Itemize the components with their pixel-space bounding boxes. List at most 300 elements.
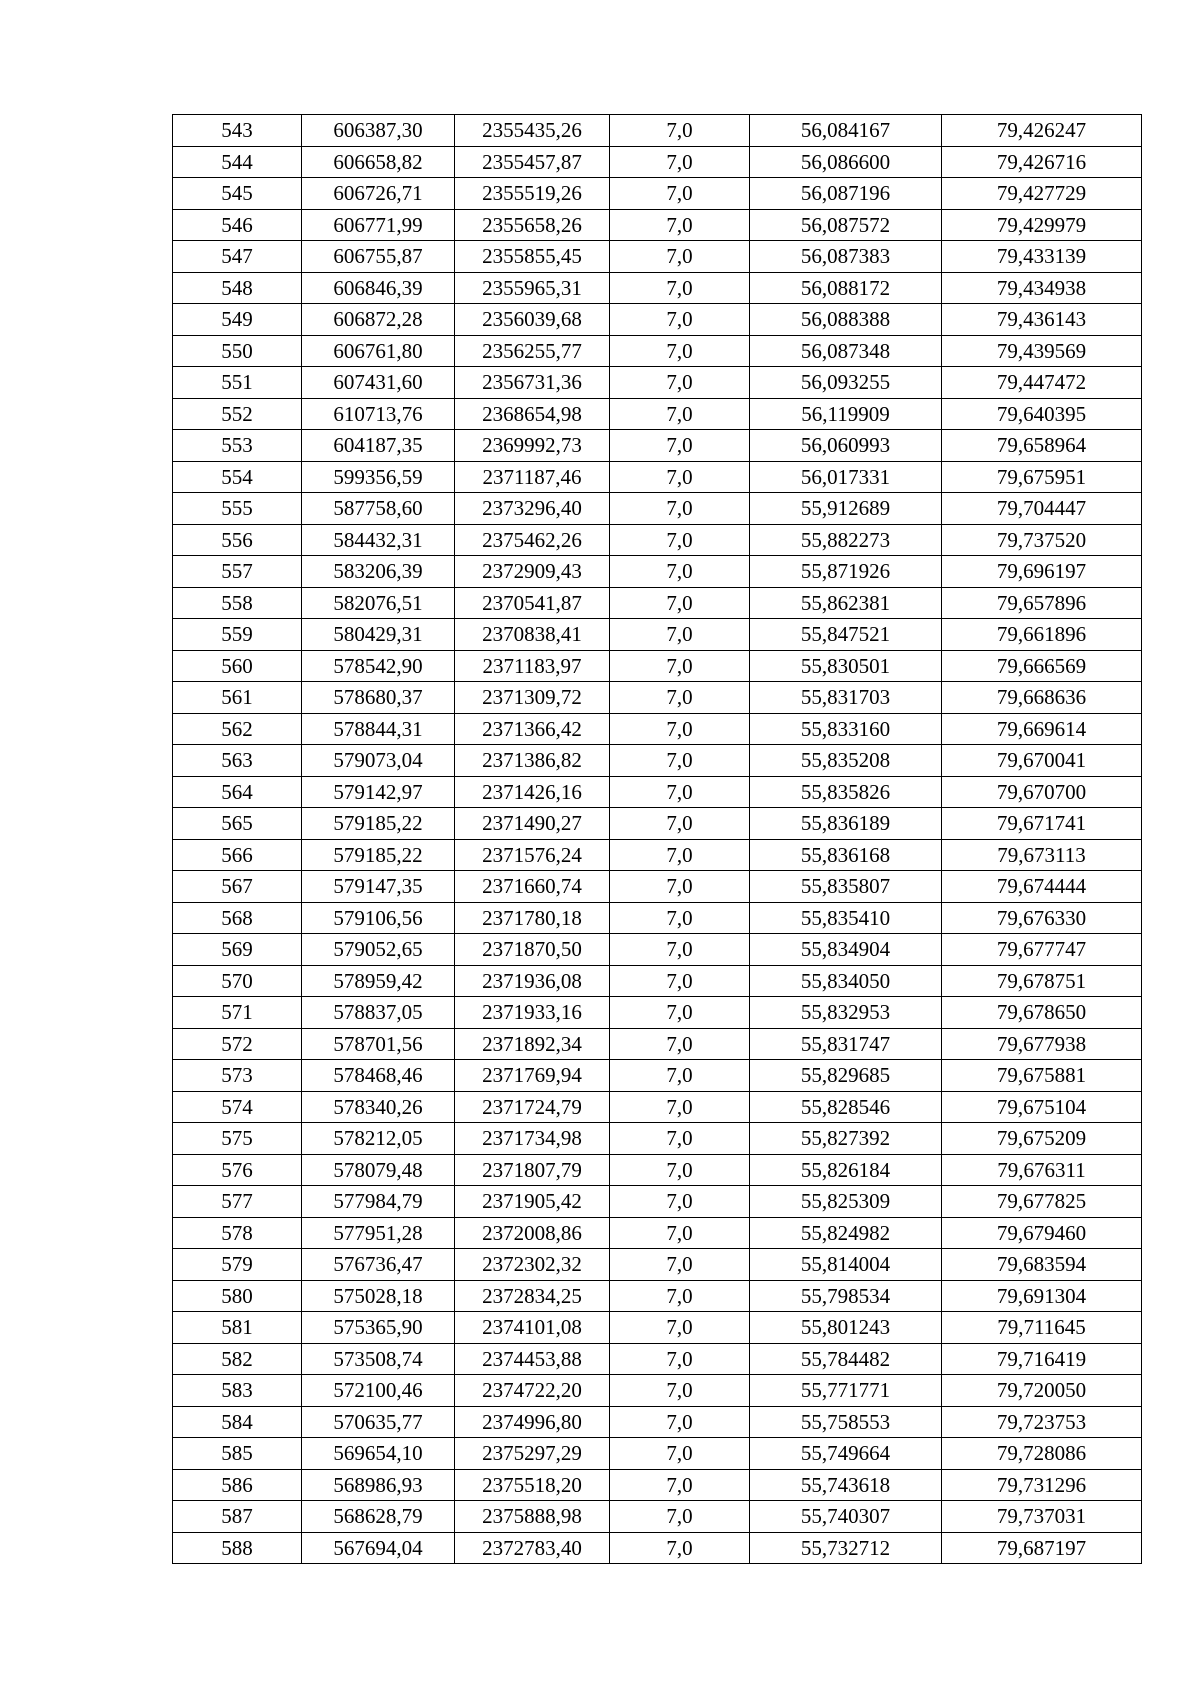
longitude-cell: 79,434938	[942, 272, 1142, 304]
y-coordinate-cell: 2371183,97	[455, 650, 610, 682]
x-coordinate-cell: 610713,76	[302, 398, 455, 430]
latitude-cell: 55,882273	[750, 524, 942, 556]
latitude-cell: 55,831703	[750, 682, 942, 714]
x-coordinate-cell: 578837,05	[302, 997, 455, 1029]
y-coordinate-cell: 2375462,26	[455, 524, 610, 556]
y-coordinate-cell: 2372783,40	[455, 1532, 610, 1564]
latitude-cell: 55,862381	[750, 587, 942, 619]
accuracy-cell: 7,0	[610, 902, 750, 934]
accuracy-cell: 7,0	[610, 524, 750, 556]
latitude-cell: 55,749664	[750, 1438, 942, 1470]
x-coordinate-cell: 575028,18	[302, 1280, 455, 1312]
latitude-cell: 55,835807	[750, 871, 942, 903]
latitude-cell: 55,732712	[750, 1532, 942, 1564]
longitude-cell: 79,677747	[942, 934, 1142, 966]
x-coordinate-cell: 579106,56	[302, 902, 455, 934]
table-row	[173, 1406, 1142, 1438]
point-number-cell: 556	[173, 524, 302, 556]
point-number-cell: 586	[173, 1469, 302, 1501]
longitude-cell: 79,675104	[942, 1091, 1142, 1123]
point-number-cell: 569	[173, 934, 302, 966]
accuracy-cell: 7,0	[610, 241, 750, 273]
longitude-cell: 79,670700	[942, 776, 1142, 808]
accuracy-cell: 7,0	[610, 1091, 750, 1123]
table-row	[173, 871, 1142, 903]
latitude-cell: 55,801243	[750, 1312, 942, 1344]
point-number-cell: 567	[173, 871, 302, 903]
x-coordinate-cell: 573508,74	[302, 1343, 455, 1375]
point-number-cell: 555	[173, 493, 302, 525]
y-coordinate-cell: 2371933,16	[455, 997, 610, 1029]
x-coordinate-cell: 579147,35	[302, 871, 455, 903]
longitude-cell: 79,675209	[942, 1123, 1142, 1155]
point-number-cell: 557	[173, 556, 302, 588]
y-coordinate-cell: 2371905,42	[455, 1186, 610, 1218]
longitude-cell: 79,677825	[942, 1186, 1142, 1218]
longitude-cell: 79,670041	[942, 745, 1142, 777]
longitude-cell: 79,447472	[942, 367, 1142, 399]
table-row	[173, 398, 1142, 430]
x-coordinate-cell: 576736,47	[302, 1249, 455, 1281]
x-coordinate-cell: 606771,99	[302, 209, 455, 241]
accuracy-cell: 7,0	[610, 1154, 750, 1186]
longitude-cell: 79,666569	[942, 650, 1142, 682]
table-row	[173, 461, 1142, 493]
x-coordinate-cell: 583206,39	[302, 556, 455, 588]
longitude-cell: 79,668636	[942, 682, 1142, 714]
accuracy-cell: 7,0	[610, 461, 750, 493]
point-number-cell: 573	[173, 1060, 302, 1092]
point-number-cell: 564	[173, 776, 302, 808]
y-coordinate-cell: 2371490,27	[455, 808, 610, 840]
latitude-cell: 56,060993	[750, 430, 942, 462]
latitude-cell: 56,084167	[750, 115, 942, 147]
y-coordinate-cell: 2355855,45	[455, 241, 610, 273]
point-number-cell: 570	[173, 965, 302, 997]
x-coordinate-cell: 579052,65	[302, 934, 455, 966]
accuracy-cell: 7,0	[610, 146, 750, 178]
x-coordinate-cell: 578079,48	[302, 1154, 455, 1186]
table-row	[173, 272, 1142, 304]
accuracy-cell: 7,0	[610, 934, 750, 966]
longitude-cell: 79,436143	[942, 304, 1142, 336]
y-coordinate-cell: 2371366,42	[455, 713, 610, 745]
longitude-cell: 79,720050	[942, 1375, 1142, 1407]
latitude-cell: 56,087196	[750, 178, 942, 210]
x-coordinate-cell: 606755,87	[302, 241, 455, 273]
y-coordinate-cell: 2371936,08	[455, 965, 610, 997]
x-coordinate-cell: 584432,31	[302, 524, 455, 556]
point-number-cell: 552	[173, 398, 302, 430]
y-coordinate-cell: 2368654,98	[455, 398, 610, 430]
latitude-cell: 56,087572	[750, 209, 942, 241]
accuracy-cell: 7,0	[610, 1501, 750, 1533]
point-number-cell: 543	[173, 115, 302, 147]
point-number-cell: 553	[173, 430, 302, 462]
point-number-cell: 574	[173, 1091, 302, 1123]
latitude-cell: 55,834050	[750, 965, 942, 997]
longitude-cell: 79,669614	[942, 713, 1142, 745]
y-coordinate-cell: 2371724,79	[455, 1091, 610, 1123]
accuracy-cell: 7,0	[610, 650, 750, 682]
y-coordinate-cell: 2373296,40	[455, 493, 610, 525]
accuracy-cell: 7,0	[610, 1060, 750, 1092]
y-coordinate-cell: 2370541,87	[455, 587, 610, 619]
point-number-cell: 584	[173, 1406, 302, 1438]
table-row	[173, 965, 1142, 997]
longitude-cell: 79,439569	[942, 335, 1142, 367]
latitude-cell: 56,119909	[750, 398, 942, 430]
y-coordinate-cell: 2356255,77	[455, 335, 610, 367]
latitude-cell: 55,825309	[750, 1186, 942, 1218]
y-coordinate-cell: 2371386,82	[455, 745, 610, 777]
latitude-cell: 55,827392	[750, 1123, 942, 1155]
longitude-cell: 79,426716	[942, 146, 1142, 178]
longitude-cell: 79,640395	[942, 398, 1142, 430]
y-coordinate-cell: 2369992,73	[455, 430, 610, 462]
latitude-cell: 55,834904	[750, 934, 942, 966]
longitude-cell: 79,671741	[942, 808, 1142, 840]
x-coordinate-cell: 568628,79	[302, 1501, 455, 1533]
table-row	[173, 367, 1142, 399]
accuracy-cell: 7,0	[610, 997, 750, 1029]
accuracy-cell: 7,0	[610, 1375, 750, 1407]
latitude-cell: 55,740307	[750, 1501, 942, 1533]
accuracy-cell: 7,0	[610, 209, 750, 241]
table-row	[173, 146, 1142, 178]
longitude-cell: 79,691304	[942, 1280, 1142, 1312]
latitude-cell: 55,833160	[750, 713, 942, 745]
x-coordinate-cell: 578542,90	[302, 650, 455, 682]
latitude-cell: 56,088172	[750, 272, 942, 304]
latitude-cell: 55,871926	[750, 556, 942, 588]
point-number-cell: 588	[173, 1532, 302, 1564]
latitude-cell: 55,829685	[750, 1060, 942, 1092]
point-number-cell: 583	[173, 1375, 302, 1407]
latitude-cell: 55,830501	[750, 650, 942, 682]
point-number-cell: 561	[173, 682, 302, 714]
table-row	[173, 115, 1142, 147]
latitude-cell: 55,847521	[750, 619, 942, 651]
x-coordinate-cell: 582076,51	[302, 587, 455, 619]
longitude-cell: 79,674444	[942, 871, 1142, 903]
x-coordinate-cell: 578959,42	[302, 965, 455, 997]
longitude-cell: 79,676330	[942, 902, 1142, 934]
longitude-cell: 79,711645	[942, 1312, 1142, 1344]
accuracy-cell: 7,0	[610, 965, 750, 997]
point-number-cell: 547	[173, 241, 302, 273]
table-row	[173, 1280, 1142, 1312]
x-coordinate-cell: 604187,35	[302, 430, 455, 462]
y-coordinate-cell: 2374996,80	[455, 1406, 610, 1438]
accuracy-cell: 7,0	[610, 1438, 750, 1470]
longitude-cell: 79,731296	[942, 1469, 1142, 1501]
latitude-cell: 55,836168	[750, 839, 942, 871]
coordinates-table	[172, 114, 1142, 1564]
longitude-cell: 79,728086	[942, 1438, 1142, 1470]
x-coordinate-cell: 606761,80	[302, 335, 455, 367]
accuracy-cell: 7,0	[610, 682, 750, 714]
table-row	[173, 997, 1142, 1029]
point-number-cell: 566	[173, 839, 302, 871]
table-row	[173, 1091, 1142, 1123]
y-coordinate-cell: 2371660,74	[455, 871, 610, 903]
accuracy-cell: 7,0	[610, 335, 750, 367]
y-coordinate-cell: 2355965,31	[455, 272, 610, 304]
table-row	[173, 1438, 1142, 1470]
latitude-cell: 55,824982	[750, 1217, 942, 1249]
latitude-cell: 55,758553	[750, 1406, 942, 1438]
y-coordinate-cell: 2374453,88	[455, 1343, 610, 1375]
table-row	[173, 304, 1142, 336]
y-coordinate-cell: 2371807,79	[455, 1154, 610, 1186]
x-coordinate-cell: 579185,22	[302, 839, 455, 871]
latitude-cell: 55,912689	[750, 493, 942, 525]
longitude-cell: 79,675951	[942, 461, 1142, 493]
longitude-cell: 79,716419	[942, 1343, 1142, 1375]
latitude-cell: 56,093255	[750, 367, 942, 399]
accuracy-cell: 7,0	[610, 178, 750, 210]
accuracy-cell: 7,0	[610, 1123, 750, 1155]
y-coordinate-cell: 2371892,34	[455, 1028, 610, 1060]
point-number-cell: 563	[173, 745, 302, 777]
table-row	[173, 1312, 1142, 1344]
latitude-cell: 56,087383	[750, 241, 942, 273]
latitude-cell: 56,088388	[750, 304, 942, 336]
table-row	[173, 1186, 1142, 1218]
point-number-cell: 582	[173, 1343, 302, 1375]
accuracy-cell: 7,0	[610, 1343, 750, 1375]
y-coordinate-cell: 2371780,18	[455, 902, 610, 934]
table-row	[173, 745, 1142, 777]
accuracy-cell: 7,0	[610, 1406, 750, 1438]
x-coordinate-cell: 567694,04	[302, 1532, 455, 1564]
point-number-cell: 551	[173, 367, 302, 399]
accuracy-cell: 7,0	[610, 304, 750, 336]
point-number-cell: 576	[173, 1154, 302, 1186]
table-row	[173, 839, 1142, 871]
latitude-cell: 55,798534	[750, 1280, 942, 1312]
accuracy-cell: 7,0	[610, 1249, 750, 1281]
longitude-cell: 79,678650	[942, 997, 1142, 1029]
x-coordinate-cell: 606387,30	[302, 115, 455, 147]
table-row	[173, 1532, 1142, 1564]
point-number-cell: 554	[173, 461, 302, 493]
accuracy-cell: 7,0	[610, 556, 750, 588]
point-number-cell: 562	[173, 713, 302, 745]
latitude-cell: 56,017331	[750, 461, 942, 493]
y-coordinate-cell: 2355658,26	[455, 209, 610, 241]
x-coordinate-cell: 578844,31	[302, 713, 455, 745]
point-number-cell: 550	[173, 335, 302, 367]
x-coordinate-cell: 578468,46	[302, 1060, 455, 1092]
longitude-cell: 79,737031	[942, 1501, 1142, 1533]
point-number-cell: 565	[173, 808, 302, 840]
table-row	[173, 902, 1142, 934]
table-row	[173, 808, 1142, 840]
y-coordinate-cell: 2371734,98	[455, 1123, 610, 1155]
point-number-cell: 544	[173, 146, 302, 178]
x-coordinate-cell: 579142,97	[302, 776, 455, 808]
point-number-cell: 568	[173, 902, 302, 934]
point-number-cell: 581	[173, 1312, 302, 1344]
latitude-cell: 55,835410	[750, 902, 942, 934]
x-coordinate-cell: 606872,28	[302, 304, 455, 336]
latitude-cell: 55,814004	[750, 1249, 942, 1281]
table-row	[173, 430, 1142, 462]
x-coordinate-cell: 569654,10	[302, 1438, 455, 1470]
table-row	[173, 713, 1142, 745]
table-row	[173, 1217, 1142, 1249]
table-row	[173, 209, 1142, 241]
latitude-cell: 55,826184	[750, 1154, 942, 1186]
accuracy-cell: 7,0	[610, 1312, 750, 1344]
table-row	[173, 556, 1142, 588]
x-coordinate-cell: 578340,26	[302, 1091, 455, 1123]
x-coordinate-cell: 606846,39	[302, 272, 455, 304]
point-number-cell: 558	[173, 587, 302, 619]
y-coordinate-cell: 2372008,86	[455, 1217, 610, 1249]
latitude-cell: 56,087348	[750, 335, 942, 367]
table-row	[173, 335, 1142, 367]
y-coordinate-cell: 2374722,20	[455, 1375, 610, 1407]
point-number-cell: 560	[173, 650, 302, 682]
y-coordinate-cell: 2371187,46	[455, 461, 610, 493]
table-row	[173, 934, 1142, 966]
x-coordinate-cell: 579073,04	[302, 745, 455, 777]
point-number-cell: 585	[173, 1438, 302, 1470]
accuracy-cell: 7,0	[610, 619, 750, 651]
y-coordinate-cell: 2370838,41	[455, 619, 610, 651]
x-coordinate-cell: 606658,82	[302, 146, 455, 178]
x-coordinate-cell: 577951,28	[302, 1217, 455, 1249]
x-coordinate-cell: 580429,31	[302, 619, 455, 651]
coordinates-table-body	[173, 115, 1142, 1564]
x-coordinate-cell: 579185,22	[302, 808, 455, 840]
y-coordinate-cell: 2374101,08	[455, 1312, 610, 1344]
table-row	[173, 493, 1142, 525]
y-coordinate-cell: 2372834,25	[455, 1280, 610, 1312]
longitude-cell: 79,657896	[942, 587, 1142, 619]
latitude-cell: 55,771771	[750, 1375, 942, 1407]
table-row	[173, 524, 1142, 556]
longitude-cell: 79,433139	[942, 241, 1142, 273]
longitude-cell: 79,737520	[942, 524, 1142, 556]
y-coordinate-cell: 2371576,24	[455, 839, 610, 871]
accuracy-cell: 7,0	[610, 776, 750, 808]
accuracy-cell: 7,0	[610, 1532, 750, 1564]
point-number-cell: 587	[173, 1501, 302, 1533]
y-coordinate-cell: 2355457,87	[455, 146, 610, 178]
x-coordinate-cell: 587758,60	[302, 493, 455, 525]
point-number-cell: 580	[173, 1280, 302, 1312]
latitude-cell: 55,836189	[750, 808, 942, 840]
table-row	[173, 1469, 1142, 1501]
accuracy-cell: 7,0	[610, 587, 750, 619]
y-coordinate-cell: 2355519,26	[455, 178, 610, 210]
table-row	[173, 1123, 1142, 1155]
y-coordinate-cell: 2375888,98	[455, 1501, 610, 1533]
x-coordinate-cell: 577984,79	[302, 1186, 455, 1218]
table-row	[173, 241, 1142, 273]
point-number-cell: 559	[173, 619, 302, 651]
x-coordinate-cell: 578701,56	[302, 1028, 455, 1060]
longitude-cell: 79,426247	[942, 115, 1142, 147]
longitude-cell: 79,429979	[942, 209, 1142, 241]
accuracy-cell: 7,0	[610, 430, 750, 462]
latitude-cell: 55,832953	[750, 997, 942, 1029]
longitude-cell: 79,677938	[942, 1028, 1142, 1060]
longitude-cell: 79,679460	[942, 1217, 1142, 1249]
accuracy-cell: 7,0	[610, 871, 750, 903]
accuracy-cell: 7,0	[610, 1217, 750, 1249]
point-number-cell: 577	[173, 1186, 302, 1218]
table-row	[173, 1028, 1142, 1060]
longitude-cell: 79,673113	[942, 839, 1142, 871]
accuracy-cell: 7,0	[610, 272, 750, 304]
latitude-cell: 55,835208	[750, 745, 942, 777]
latitude-cell: 55,831747	[750, 1028, 942, 1060]
y-coordinate-cell: 2356039,68	[455, 304, 610, 336]
accuracy-cell: 7,0	[610, 1028, 750, 1060]
y-coordinate-cell: 2371870,50	[455, 934, 610, 966]
x-coordinate-cell: 578680,37	[302, 682, 455, 714]
longitude-cell: 79,675881	[942, 1060, 1142, 1092]
y-coordinate-cell: 2372302,32	[455, 1249, 610, 1281]
point-number-cell: 546	[173, 209, 302, 241]
y-coordinate-cell: 2375518,20	[455, 1469, 610, 1501]
accuracy-cell: 7,0	[610, 1469, 750, 1501]
accuracy-cell: 7,0	[610, 1280, 750, 1312]
longitude-cell: 79,696197	[942, 556, 1142, 588]
table-row	[173, 682, 1142, 714]
point-number-cell: 578	[173, 1217, 302, 1249]
longitude-cell: 79,704447	[942, 493, 1142, 525]
longitude-cell: 79,687197	[942, 1532, 1142, 1564]
table-row	[173, 1343, 1142, 1375]
longitude-cell: 79,661896	[942, 619, 1142, 651]
point-number-cell: 575	[173, 1123, 302, 1155]
table-row	[173, 587, 1142, 619]
longitude-cell: 79,658964	[942, 430, 1142, 462]
y-coordinate-cell: 2355435,26	[455, 115, 610, 147]
longitude-cell: 79,723753	[942, 1406, 1142, 1438]
longitude-cell: 79,683594	[942, 1249, 1142, 1281]
y-coordinate-cell: 2356731,36	[455, 367, 610, 399]
table-row	[173, 1249, 1142, 1281]
point-number-cell: 548	[173, 272, 302, 304]
accuracy-cell: 7,0	[610, 808, 750, 840]
latitude-cell: 55,835826	[750, 776, 942, 808]
table-row	[173, 650, 1142, 682]
x-coordinate-cell: 572100,46	[302, 1375, 455, 1407]
longitude-cell: 79,427729	[942, 178, 1142, 210]
x-coordinate-cell: 607431,60	[302, 367, 455, 399]
y-coordinate-cell: 2371309,72	[455, 682, 610, 714]
point-number-cell: 545	[173, 178, 302, 210]
accuracy-cell: 7,0	[610, 713, 750, 745]
x-coordinate-cell: 578212,05	[302, 1123, 455, 1155]
accuracy-cell: 7,0	[610, 115, 750, 147]
table-row	[173, 776, 1142, 808]
table-row	[173, 1154, 1142, 1186]
table-row	[173, 178, 1142, 210]
point-number-cell: 579	[173, 1249, 302, 1281]
accuracy-cell: 7,0	[610, 839, 750, 871]
x-coordinate-cell: 568986,93	[302, 1469, 455, 1501]
point-number-cell: 571	[173, 997, 302, 1029]
x-coordinate-cell: 570635,77	[302, 1406, 455, 1438]
